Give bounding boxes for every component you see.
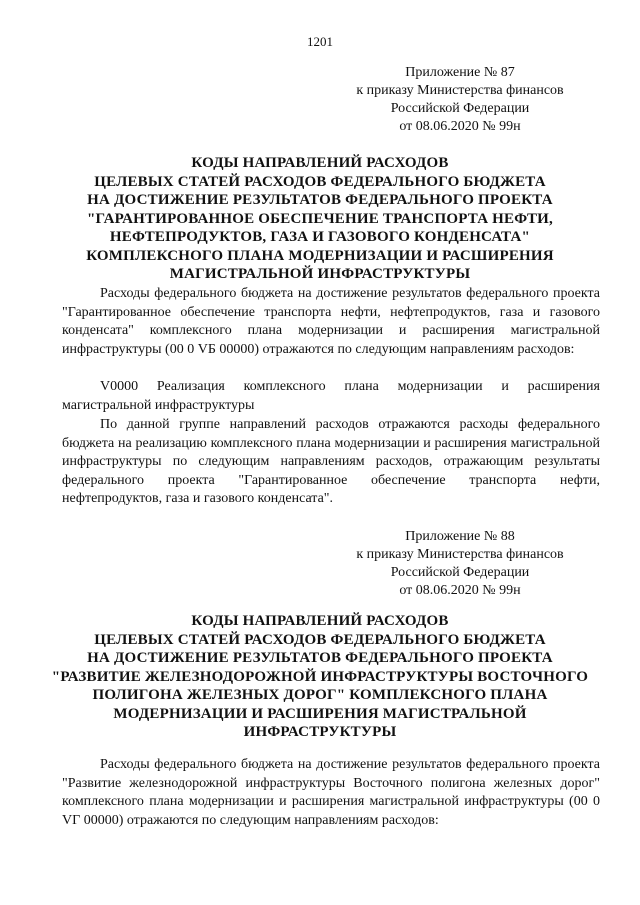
heading-line: МАГИСТРАЛЬНОЙ ИНФРАСТРУКТУРЫ: [169, 266, 471, 282]
heading-line: КОДЫ НАПРАВЛЕНИЙ РАСХОДОВ: [191, 155, 449, 171]
appendix-country: Российской Федерации: [390, 565, 530, 580]
heading-line: КОДЫ НАПРАВЛЕНИЙ РАСХОДОВ: [191, 613, 449, 629]
heading-line: НА ДОСТИЖЕНИЕ РЕЗУЛЬТАТОВ ФЕДЕРАЛЬНОГО ПРОЕКТА: [87, 650, 553, 666]
appendix-title: Приложение № 88: [405, 529, 515, 544]
heading-line: "ГАРАНТИРОВАННОЕ ОБЕСПЕЧЕНИЕ ТРАНСПОРТА НЕФТИ,: [87, 210, 553, 227]
section-87-paragraph-3: По данной группе направлений расходов отражаются расходы федерального бюджета на реализацию комплексного плана модернизации и расширения магистральной инфраструктуры по следующим направлениям расходов, отражающим результаты федерального проекта "Гарантированное обеспечение транспорта нефти, нефтепродуктов, газа и газового конденсата".: [62, 417, 600, 506]
heading-line: ЦЕЛЕВЫХ СТАТЕЙ РАСХОДОВ ФЕДЕРАЛЬНОГО БЮДЖЕТА: [94, 173, 546, 190]
section-88-heading: [30, 612, 610, 742]
page-number: 1201: [307, 34, 333, 49]
heading-line: КОМПЛЕКСНОГО ПЛАНА МОДЕРНИЗАЦИИ И РАСШИРЕНИЯ: [86, 247, 554, 264]
section-88-paragraph-1: Расходы федерального бюджета на достижение результатов федерального проекта "Развитие железнодорожной инфраструктуры Восточного полигона железных дорог" комплексного плана модернизации и расширения магистральной инфраструктуры (00 0 VГ 00000) отражаются по следующим направлениям расходов:: [62, 757, 600, 828]
heading-line: ПОЛИГОНА ЖЕЛЕЗНЫХ ДОРОГ" КОМПЛЕКСНОГО ПЛАНА: [92, 687, 548, 703]
heading-line: НЕФТЕПРОДУКТОВ, ГАЗА И ГАЗОВОГО КОНДЕНСАТА": [109, 229, 531, 245]
appendix-title: Приложение № 87: [405, 65, 515, 80]
appendix-87-header: [330, 64, 590, 136]
heading-line: ИНФРАСТРУКТУРЫ: [243, 724, 397, 740]
heading-line: "РАЗВИТИЕ ЖЕЛЕЗНОДОРОЖНОЙ ИНФРАСТРУКТУРЫ ВОСТОЧНОГО: [51, 668, 589, 685]
heading-line: НА ДОСТИЖЕНИЕ РЕЗУЛЬТАТОВ ФЕДЕРАЛЬНОГО ПРОЕКТА: [87, 192, 553, 208]
appendix-order-ref: к приказу Министерства финансов: [356, 83, 564, 98]
appendix-88-header: [330, 528, 590, 600]
appendix-date: от 08.06.2020 № 99н: [399, 583, 521, 598]
heading-line: ЦЕЛЕВЫХ СТАТЕЙ РАСХОДОВ ФЕДЕРАЛЬНОГО БЮДЖЕТА: [94, 631, 546, 648]
appendix-date: от 08.06.2020 № 99н: [399, 119, 521, 134]
section-87-heading: [30, 154, 610, 284]
appendix-country: Российской Федерации: [390, 101, 530, 116]
section-87-paragraph-2: V0000 Реализация комплексного плана модернизации и расширения магистральной инфраструктуры: [62, 379, 600, 413]
heading-line: МОДЕРНИЗАЦИИ И РАСШИРЕНИЯ МАГИСТРАЛЬНОЙ: [113, 705, 527, 722]
section-87-paragraph-1: Расходы федерального бюджета на достижение результатов федерального проекта "Гарантированное обеспечение транспорта нефти, нефтепродуктов, газа и газового конденсата" комплексного плана модернизации и расширения магистральной инфраструктуры (00 0 VБ 00000) отражаются по следующим направлениям расходов:: [62, 286, 600, 357]
appendix-order-ref: к приказу Министерства финансов: [356, 547, 564, 562]
